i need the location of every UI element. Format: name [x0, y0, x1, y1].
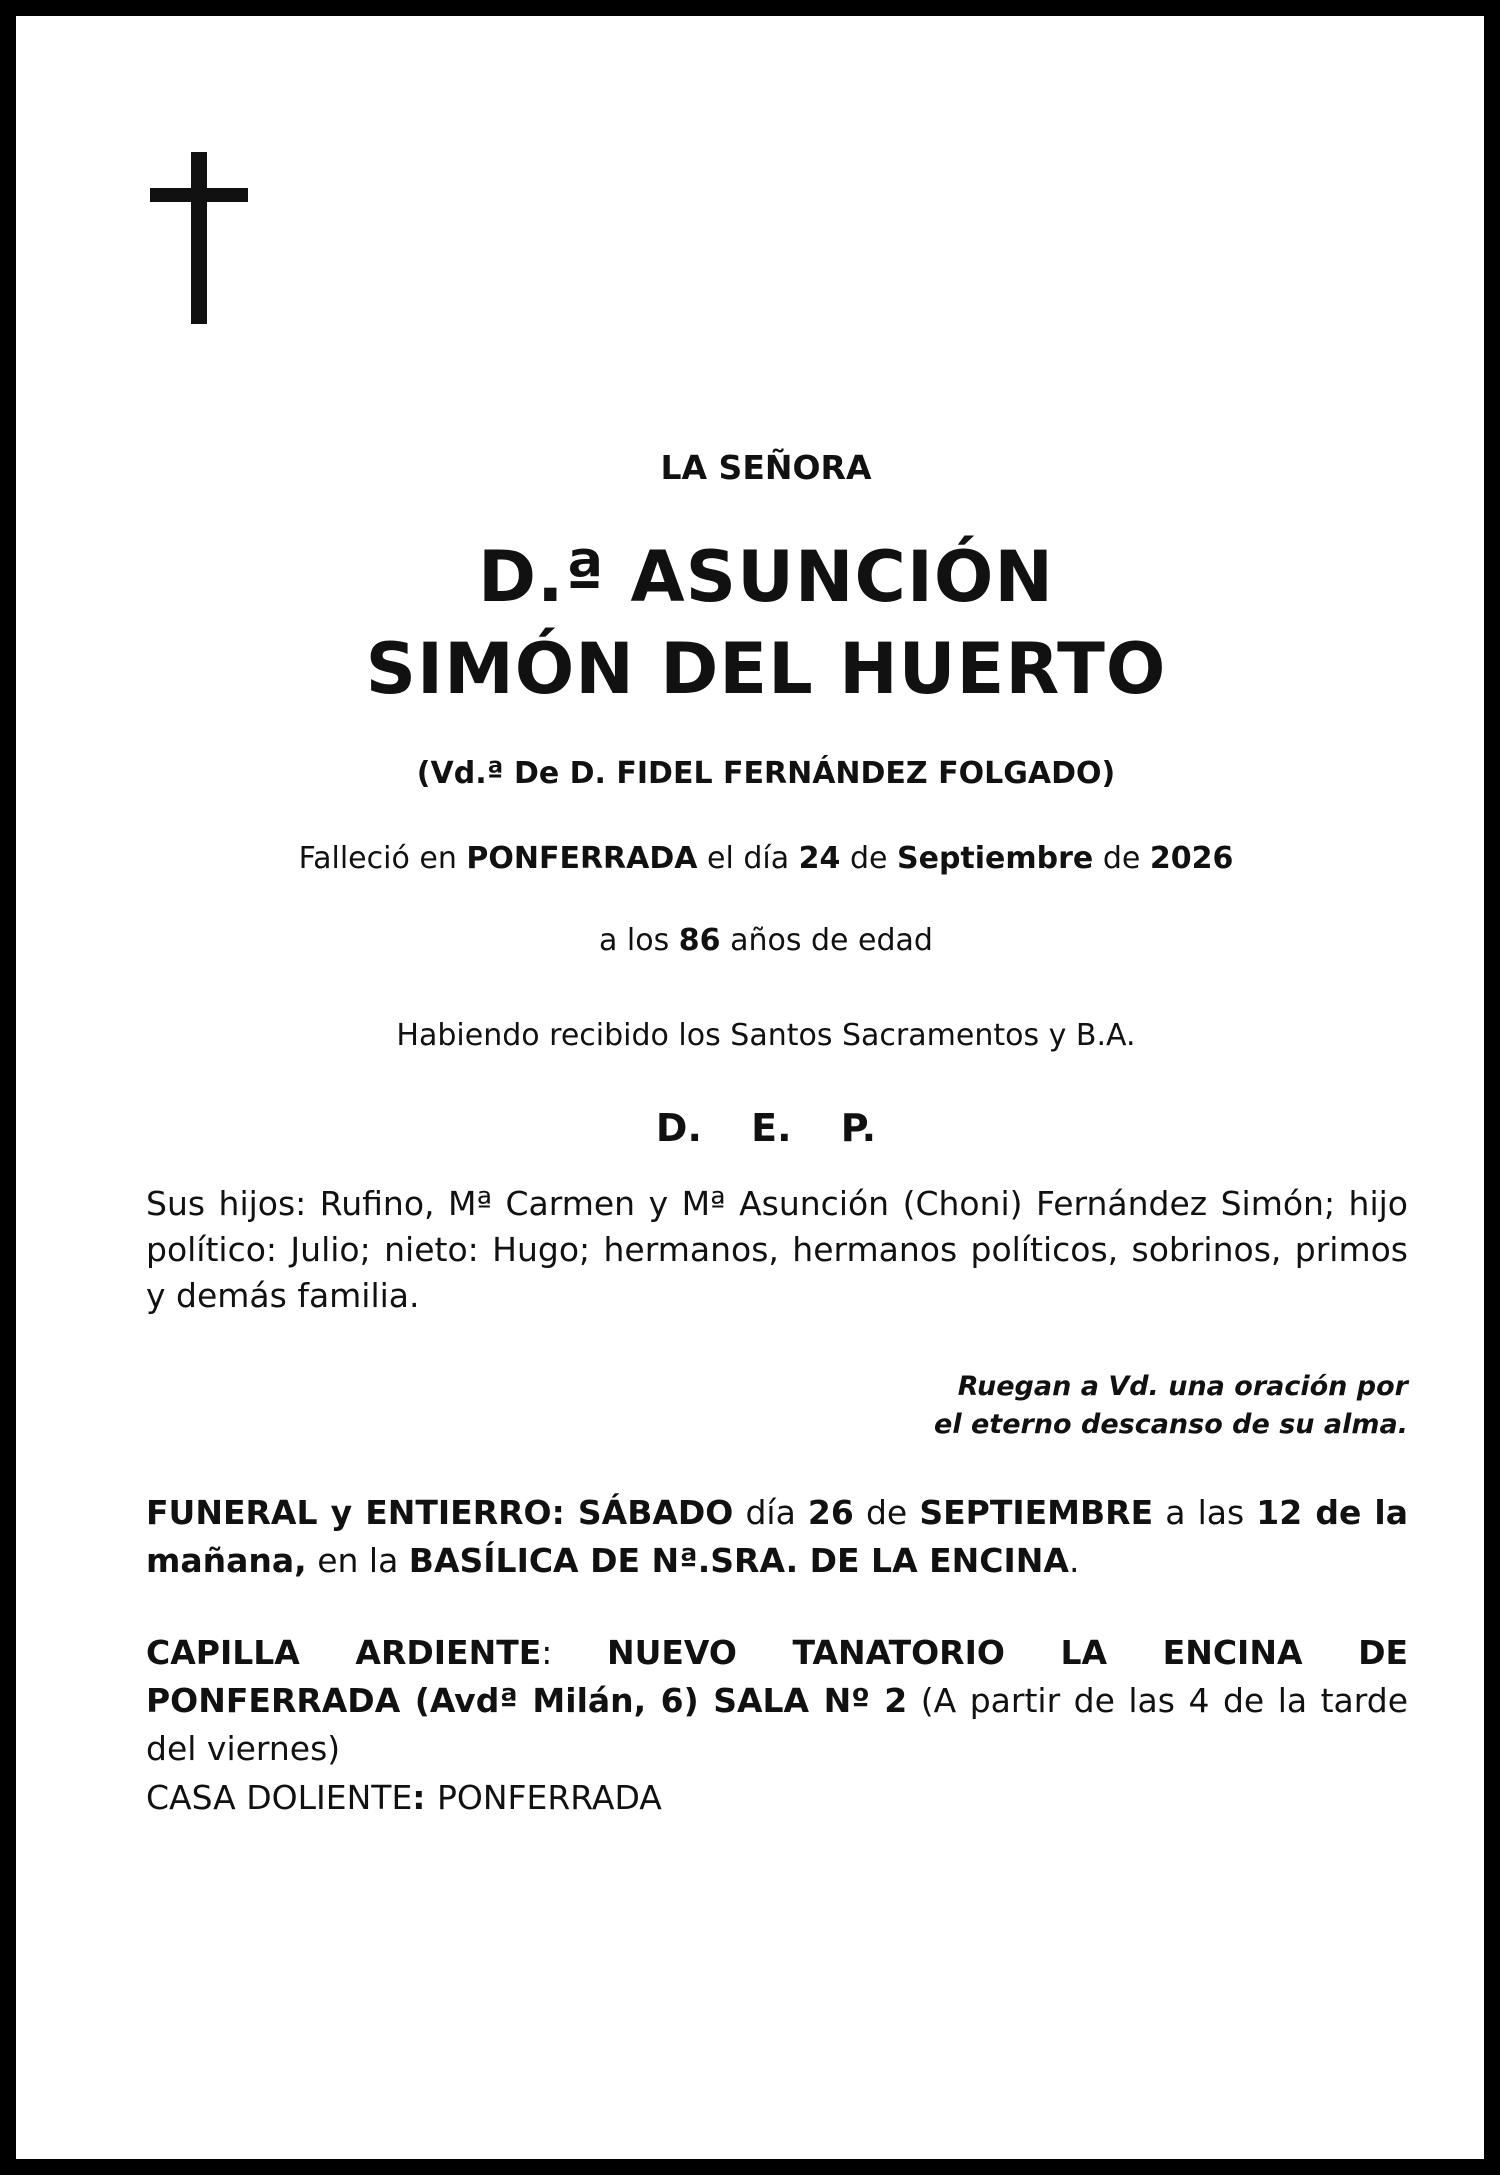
sacraments-line: Habiendo recibido los Santos Sacramentos y B.A.: [396, 1018, 1136, 1053]
honorific: LA SEÑORA: [660, 448, 872, 487]
cross-vertical-bar: [191, 152, 207, 324]
death-text-2: el día: [697, 841, 799, 876]
death-text-3: de: [840, 841, 897, 876]
prayer-line2: el eterno descanso de su alma.: [934, 1409, 1408, 1440]
mourning-house: [146, 1774, 1408, 1822]
cross-horizontal-bar: [150, 188, 248, 202]
death-text-1: Falleció en: [298, 841, 467, 876]
widow-of: (Vd.ª De D. FIDEL FERNÁNDEZ FOLGADO): [416, 756, 1116, 791]
death-day: 24: [798, 841, 841, 876]
chapel-label: CAPILLA ARDIENTE: [146, 1633, 542, 1672]
funeral-month: SEPTIEMBRE: [919, 1493, 1154, 1532]
prayer-request: [146, 1368, 1408, 1444]
funeral-text-2: de: [853, 1493, 920, 1532]
funeral-text-4: en la: [306, 1541, 409, 1580]
funeral-day: 26: [807, 1493, 854, 1532]
funeral-place: BASÍLICA DE Nª.SRA. DE LA ENCINA: [408, 1541, 1069, 1580]
funeral-text-3: a las: [1153, 1493, 1257, 1532]
death-line: [16, 839, 1500, 879]
death-month: Septiembre: [897, 841, 1094, 876]
chapel-paragraph: [146, 1629, 1408, 1773]
death-place: PONFERRADA: [466, 841, 698, 876]
funeral-text-1: día: [733, 1493, 808, 1532]
funeral-label: FUNERAL y ENTIERRO: SÁBADO: [146, 1493, 734, 1532]
prayer-line1: Ruegan a Vd. una oración por: [957, 1371, 1408, 1402]
funeral-text-5: .: [1068, 1541, 1080, 1580]
chapel-note: (A partir de las 4 de la tarde del viernes): [146, 1681, 1408, 1768]
family-paragraph: Sus hijos: Rufino, Mª Carmen y Mª Asunción (Choni) Fernández Simón; hijo político: Julio; nieto: Hugo; hermanos, hermanos políticos, sobrinos, primos y demás familia.: [146, 1184, 1408, 1315]
deceased-name-line1: D.ª ASUNCIÓN: [477, 536, 1055, 618]
deceased-name: [16, 531, 1500, 715]
dep-line: D. E. P.: [655, 1106, 877, 1150]
age-text-2: años de edad: [720, 923, 933, 958]
death-year: 2026: [1149, 841, 1234, 876]
cross-icon: [150, 152, 248, 324]
house-label: CASA DOLIENTE: [146, 1778, 413, 1817]
death-text-4: de: [1093, 841, 1150, 876]
age-years: 86: [678, 923, 721, 958]
age-text-1: a los: [599, 923, 679, 958]
house-separator: :: [412, 1778, 437, 1817]
deceased-name-line2: SIMÓN DEL HUERTO: [365, 628, 1167, 710]
house-place: PONFERRADA: [436, 1778, 662, 1817]
funeral-paragraph: [146, 1489, 1408, 1585]
chapel-separator: :: [541, 1633, 607, 1672]
age-line: [16, 921, 1500, 961]
funeral-time: 12 de la mañana,: [146, 1493, 1409, 1580]
chapel-place: NUEVO TANATORIO LA ENCINA DE PONFERRADA (Avdª Milán, 6) SALA Nº 2: [146, 1633, 1409, 1720]
